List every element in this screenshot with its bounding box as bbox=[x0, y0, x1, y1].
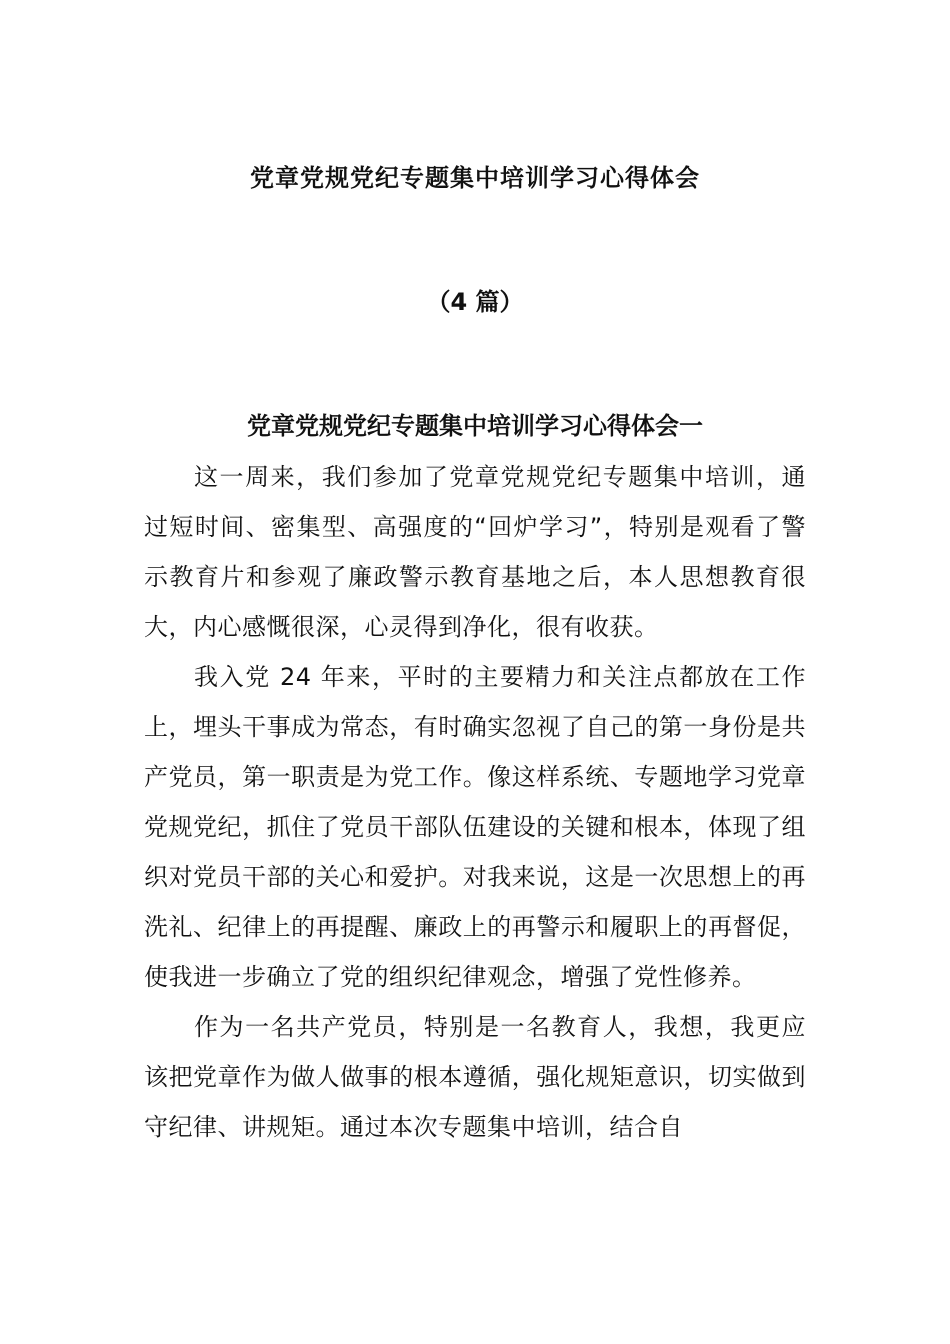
paragraph-3: 作为一名共产党员，特别是一名教育人，我想，我更应该把党章作为做人做事的根本遵循，强化规矩意识，切实做到守纪律、讲规矩。通过本次专题集中培训，结合自 bbox=[144, 1013, 806, 1141]
document-title: 党章党规党纪专题集中培训学习心得体会 bbox=[250, 164, 700, 192]
paragraph-1: 这一周来，我们参加了党章党规党纪专题集中培训，通过短时间、密集型、高强度的“回炉学习”，特别是观看了警示教育片和参观了廉政警示教育基地之后，本人思想教育很大，内心感慨很深，心灵得到净化，很有收获。 bbox=[144, 463, 806, 641]
document-body bbox=[144, 452, 806, 1152]
paragraph-2: 我入党 24 年来，平时的主要精力和关注点都放在工作上，埋头干事成为常态，有时确实忽视了自己的第一身份是共产党员，第一职责是为党工作。像这样系统、专题地学习党章党规党纪，抓住了党员干部队伍建设的关键和根本，体现了组织对党员干部的关心和爱护。对我来说，这是一次思想上的再洗礼、纪律上的再提醒、廉政上的再警示和履职上的再督促，使我进一步确立了党的组织纪律观念，增强了党性修养。 bbox=[144, 663, 806, 991]
document-subtitle: （4 篇） bbox=[426, 288, 524, 316]
section-title: 党章党规党纪专题集中培训学习心得体会一 bbox=[247, 412, 703, 440]
